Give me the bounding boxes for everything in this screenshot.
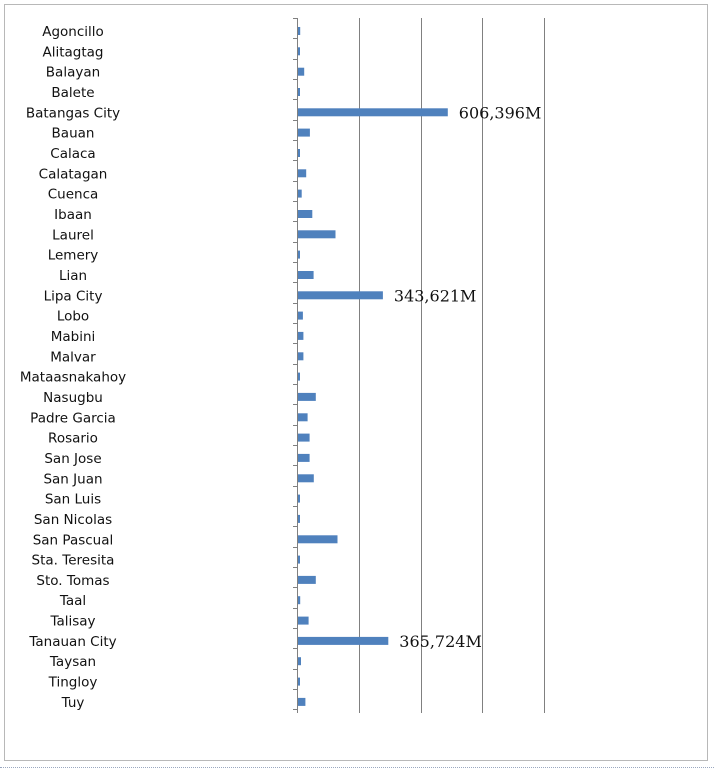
category-label: Batangas City [25, 105, 121, 122]
bar [298, 495, 300, 503]
bar [298, 535, 338, 543]
category-label: Alitagtag [42, 44, 104, 61]
bar [298, 678, 300, 686]
bar [298, 210, 312, 218]
category-label: Tuy [61, 694, 85, 711]
category-label: San Jose [44, 450, 102, 467]
category-label: Tingloy [48, 674, 98, 691]
category-label: Taal [59, 593, 87, 610]
category-label: Mabini [50, 328, 96, 345]
category-label: Ibaan [54, 207, 92, 223]
category-label: Laurel [52, 227, 94, 244]
category-label: Tanauan City [29, 633, 117, 650]
bar [298, 129, 310, 137]
category-labels [20, 24, 126, 711]
category-label: Sta. Teresita [31, 552, 115, 569]
bar [298, 68, 304, 76]
bar [298, 596, 300, 604]
bar [298, 515, 300, 523]
category-axis [293, 18, 298, 713]
bar [298, 576, 316, 584]
data-labels [394, 103, 541, 651]
bar [298, 47, 300, 55]
bar [298, 251, 300, 259]
bar [298, 434, 310, 442]
category-label: San Juan [43, 471, 103, 488]
category-label: Agoncillo [42, 24, 104, 40]
bar [298, 271, 314, 279]
bar [298, 27, 300, 35]
bar [298, 373, 300, 381]
category-label: Malvar [50, 349, 96, 366]
category-label: Cuenca [47, 186, 99, 203]
bar [298, 312, 303, 320]
category-label: Balete [51, 85, 95, 101]
category-label: Calaca [50, 146, 96, 162]
bar [298, 149, 300, 157]
category-label: Talisay [50, 613, 96, 630]
bar [298, 454, 310, 462]
bars [298, 27, 448, 706]
category-label: Rosario [48, 430, 98, 447]
category-label: San Nicolas [33, 511, 113, 528]
bar [298, 190, 302, 198]
category-label: Mataasnakahoy [19, 369, 127, 386]
bar [298, 637, 388, 645]
category-label: San Luis [44, 491, 102, 508]
bar [298, 698, 305, 706]
bar [298, 617, 309, 625]
bar [298, 88, 300, 96]
bar [298, 352, 303, 360]
bar [298, 230, 336, 238]
category-label: Lipa City [43, 288, 103, 305]
data-label: 606,396M [458, 103, 542, 123]
category-label: Sto. Tomas [36, 572, 110, 589]
bar [298, 393, 316, 401]
category-label: Nasugbu [43, 389, 103, 406]
category-label: Taysan [49, 654, 97, 671]
category-label: Balayan [45, 64, 101, 81]
category-label: Lemery [47, 247, 99, 264]
category-label: Lobo [56, 308, 90, 325]
bar [298, 108, 448, 116]
bar [298, 169, 306, 177]
category-label: San Pascual [32, 532, 114, 549]
bar [298, 291, 383, 299]
data-label: 365,724M [399, 631, 482, 651]
bar [298, 556, 300, 564]
bar [298, 657, 301, 665]
category-label: Lian [58, 268, 88, 284]
bar [298, 413, 308, 421]
bar [298, 332, 303, 340]
category-label: Calatagan [38, 166, 108, 183]
bar [298, 474, 314, 482]
category-label: Padre Garcia [30, 410, 116, 427]
category-label: Bauan [51, 125, 95, 142]
data-label: 343,621M [393, 286, 477, 306]
